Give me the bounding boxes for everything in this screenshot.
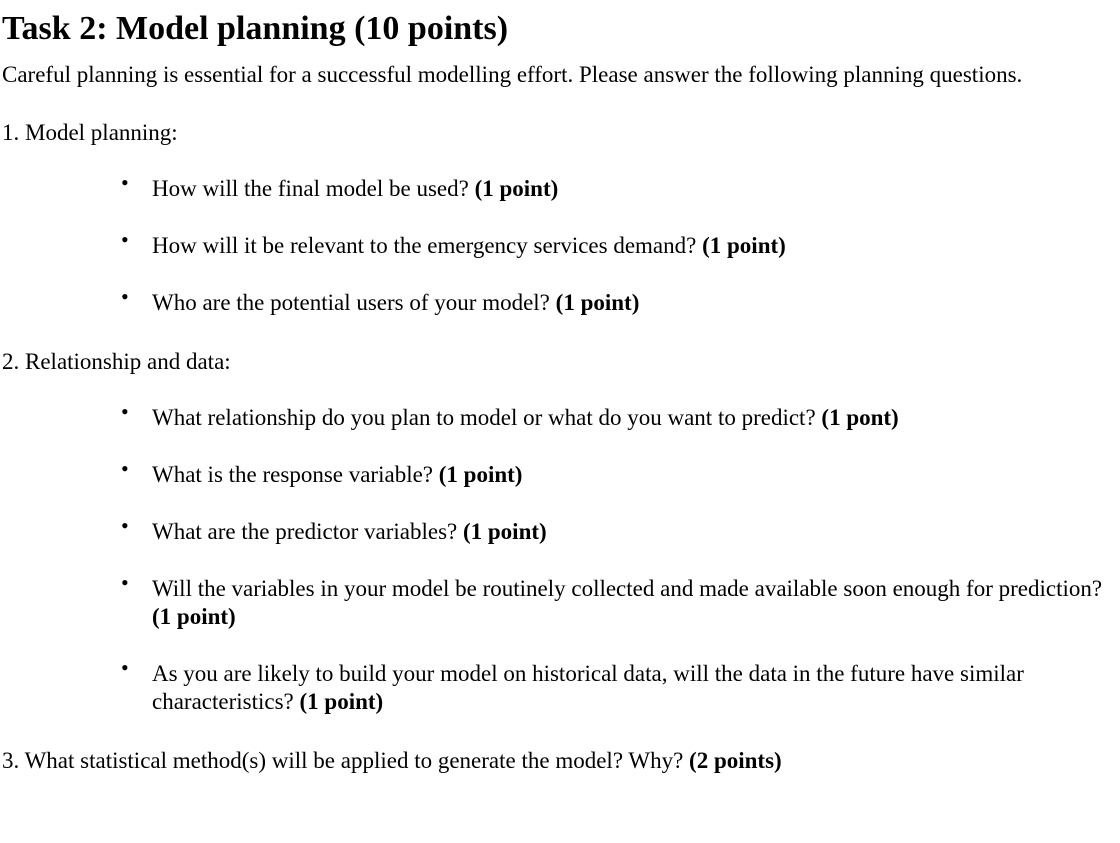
question-text: Who are the potential users of your model?: [152, 290, 550, 315]
list-item: [2, 227, 1114, 260]
document: [2, 0, 1114, 775]
list-item: [2, 399, 1114, 432]
points-label: (1 point): [474, 176, 559, 201]
list-item: [2, 170, 1114, 203]
points-label: (1 point): [438, 462, 523, 487]
points-label: (1 point): [299, 689, 384, 714]
list-item: [2, 513, 1114, 546]
question-text: How will it be relevant to the emergency services demand?: [152, 233, 697, 258]
points-label: (1 point): [462, 519, 547, 544]
intro-paragraph: Careful planning is essential for a successful modelling effort. Please answer the following planning questions.: [2, 62, 1023, 87]
section-3-question: 3. What statistical method(s) will be applied to generate the model? Why?: [2, 748, 684, 773]
bullet-icon: •: [121, 570, 129, 595]
bullet-icon: •: [121, 655, 129, 680]
list-item: [2, 456, 1114, 489]
bullet-icon: •: [121, 399, 129, 424]
bullet-icon: •: [121, 456, 129, 481]
section-3-heading: [2, 747, 1114, 775]
question-text: How will the final model be used?: [152, 176, 469, 201]
question-text: What are the predictor variables?: [152, 519, 458, 544]
question-text: Will the variables in your model be routinely collected and made available soon enough for prediction?: [152, 576, 1103, 601]
section-1-heading: 1. Model planning:: [2, 120, 178, 145]
section-2-list: [2, 399, 1114, 716]
points-label: (1 point): [555, 290, 640, 315]
points-label: (1 point): [152, 604, 236, 629]
question-text: What is the response variable?: [152, 462, 433, 487]
points-label: (1 point): [702, 233, 786, 258]
bullet-icon: •: [121, 284, 129, 309]
list-item: [2, 570, 1114, 631]
question-text: What relationship do you plan to model or what do you want to predict?: [152, 405, 816, 430]
bullet-icon: •: [121, 227, 129, 252]
bullet-icon: •: [121, 513, 129, 538]
section-2-heading: 2. Relationship and data:: [2, 349, 231, 374]
question-text: As you are likely to build your model on historical data, will the data in the future have similar characteristics?: [152, 661, 1024, 714]
points-label: (1 pont): [821, 405, 899, 430]
section-1-list: [2, 170, 1114, 317]
task-title: Task 2: Model planning (10 points): [2, 10, 509, 47]
points-label: (2 points): [689, 748, 782, 773]
bullet-icon: •: [121, 170, 129, 195]
list-item: [2, 284, 1114, 317]
list-item: [2, 655, 1114, 716]
